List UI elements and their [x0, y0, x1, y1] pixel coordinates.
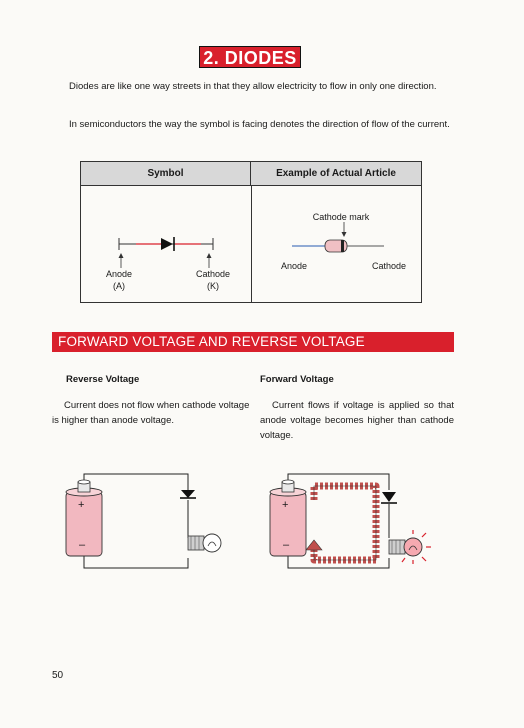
current-flow-arrow-icon [306, 486, 376, 560]
symbol-anode-label: Anode [105, 269, 133, 279]
lit-bulb-icon [389, 530, 431, 564]
intro-paragraph-1: Diodes are like one way streets in that they allow electricity to flow in only one direction. [69, 81, 437, 92]
reverse-battery-minus: – [79, 539, 86, 551]
intro-paragraph-2: In semiconductors the way the symbol is facing denotes the direction of flow of the current. [69, 119, 450, 130]
section-banner: FORWARD VOLTAGE AND REVERSE VOLTAGE [52, 332, 454, 352]
page-number: 50 [52, 670, 64, 681]
reverse-battery-plus: + [78, 499, 85, 511]
forward-battery-plus: + [282, 499, 289, 511]
table-header-article: Example of Actual Article [251, 162, 421, 186]
diode-table [80, 161, 422, 303]
table-header-symbol: Symbol [81, 162, 251, 186]
diode-component-icon [252, 186, 422, 302]
article-cathode-label: Cathode [371, 261, 407, 271]
light-bulb-icon [188, 534, 221, 552]
article-anode-label: Anode [280, 261, 308, 271]
reverse-circuit-diagram [60, 470, 220, 580]
diode-icon [382, 492, 396, 502]
forward-circuit-diagram [264, 470, 444, 580]
page-title: 2. DIODES [199, 46, 301, 68]
forward-voltage-text: Current flows if voltage is applied so that anode voltage becomes higher than cathode voltage. [260, 400, 454, 441]
cathode-mark-label: Cathode mark [312, 212, 370, 222]
diode-icon [181, 490, 195, 498]
symbol-cathode-label: Cathode [195, 269, 231, 279]
forward-voltage-heading: Forward Voltage [260, 374, 334, 385]
reverse-voltage-text: Current does not flow when cathode voltage is higher than anode voltage. [52, 400, 250, 426]
symbol-cathode-abbr: (K) [207, 281, 219, 291]
forward-battery-minus: – [283, 539, 290, 551]
symbol-anode-abbr: (A) [113, 281, 125, 291]
reverse-voltage-heading: Reverse Voltage [66, 374, 140, 385]
